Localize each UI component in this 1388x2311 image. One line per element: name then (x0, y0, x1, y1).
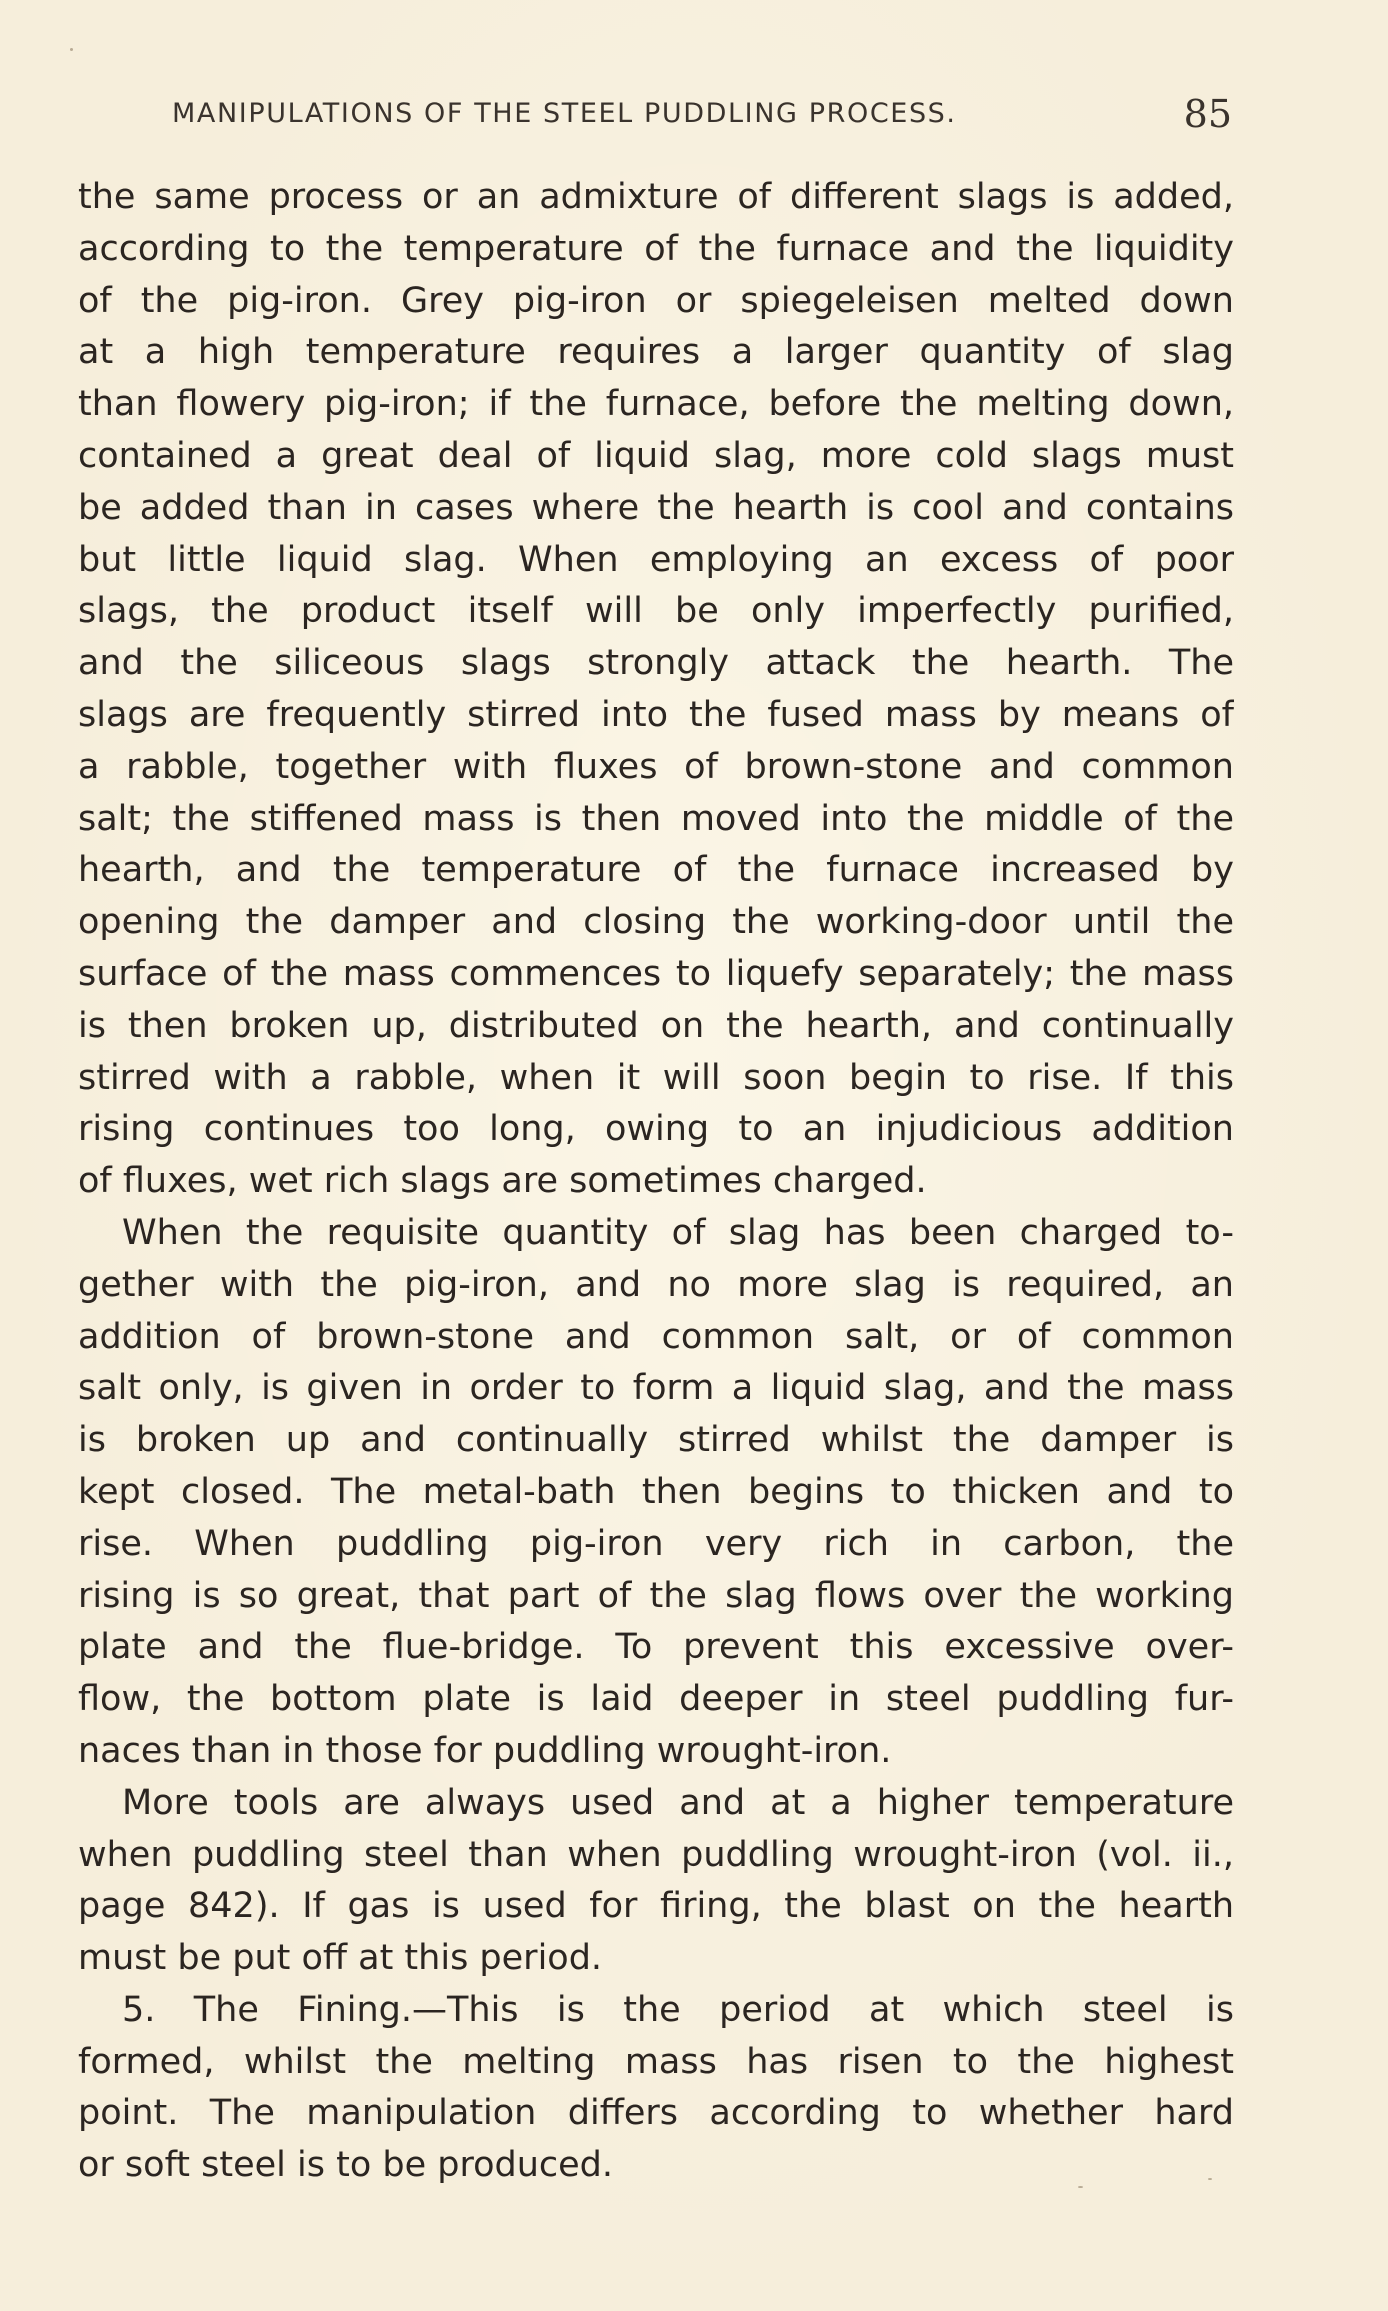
paragraph-1 (78, 172, 1234, 1208)
paragraph-2 (78, 1208, 1234, 1778)
text-line: but little liquid slag. When employing an excess of poor (78, 539, 1234, 580)
text-line: of the pig-iron. Grey pig-iron or spiegeleisen melted down (78, 280, 1234, 321)
text-line: must be put off at this period. (78, 1938, 603, 1979)
text-line: hearth, and the temperature of the furnace increased by (78, 850, 1234, 891)
page-number: 85 (1183, 92, 1232, 136)
text-line: when puddling steel than when puddling wrought-iron (vol. ii., (78, 1834, 1234, 1875)
text-line: rising continues too long, owing to an injudicious addition (78, 1109, 1234, 1150)
text-line: be added than in cases where the hearth is cool and contains (78, 487, 1234, 528)
text-line: according to the temperature of the furnace and the liquidity (78, 228, 1234, 269)
text-line: plate and the flue-bridge. To prevent this excessive over- (78, 1627, 1234, 1668)
text-line: formed, whilst the melting mass has risen to the highest (78, 2041, 1234, 2082)
body-text (78, 172, 1234, 2192)
running-head (172, 92, 1232, 136)
text-line: and the siliceous slags strongly attack the hearth. The (78, 643, 1234, 684)
section-heading-fining: 5. The Fining.—This is the period at which steel is (122, 1989, 1234, 2030)
text-line: of fluxes, wet rich slags are sometimes charged. (78, 1161, 927, 1202)
text-line: contained a great deal of liquid slag, more cold slags must (78, 435, 1234, 476)
text-line: than flowery pig-iron; if the furnace, before the melting down, (78, 384, 1234, 425)
text-line: rising is so great, that part of the slag flows over the working (78, 1575, 1234, 1616)
text-line: or soft steel is to be produced. (78, 2145, 613, 2186)
text-line: rise. When puddling pig-iron very rich in carbon, the (78, 1523, 1234, 1564)
text-line: a rabble, together with fluxes of brown-stone and common (78, 746, 1234, 787)
text-line: slags are frequently stirred into the fused mass by means of (78, 694, 1234, 735)
text-line: is broken up and continually stirred whilst the damper is (78, 1420, 1234, 1461)
text-line: page 842). If gas is used for firing, the blast on the hearth (78, 1886, 1234, 1927)
text-line: kept closed. The metal-bath then begins to thicken and to (78, 1471, 1234, 1512)
running-title: MANIPULATIONS OF THE STEEL PUDDLING PROCESS. (172, 98, 957, 129)
text-line: More tools are always used and at a higher temperature (122, 1782, 1234, 1823)
text-line: the same process or an admixture of different slags is added, (78, 177, 1234, 217)
text-line: stirred with a rabble, when it will soon begin to rise. If this (78, 1057, 1234, 1098)
text-line: point. The manipulation differs according to whether hard (78, 2093, 1234, 2134)
text-line: surface of the mass commences to liquefy separately; the mass (78, 953, 1234, 994)
text-line: salt; the stiffened mass is then moved into the middle of the (78, 798, 1234, 839)
paragraph-4 (78, 1985, 1234, 2192)
text-line: opening the damper and closing the working-door until the (78, 902, 1234, 943)
text-line: addition of brown-stone and common salt, or of common (78, 1316, 1234, 1357)
text-line: When the requisite quantity of slag has been charged to- (122, 1212, 1234, 1253)
text-line: slags, the product itself will be only imperfectly purified, (78, 591, 1234, 632)
paper-speck (70, 48, 73, 51)
paragraph-3 (78, 1778, 1234, 1985)
text-line: naces than in those for puddling wrought-iron. (78, 1730, 892, 1771)
text-line: at a high temperature requires a larger quantity of slag (78, 332, 1234, 373)
text-line: flow, the bottom plate is laid deeper in steel puddling fur- (78, 1679, 1234, 1720)
text-line: gether with the pig-iron, and no more slag is required, an (78, 1264, 1234, 1305)
text-line: is then broken up, distributed on the hearth, and continually (78, 1005, 1234, 1046)
text-line: salt only, is given in order to form a liquid slag, and the mass (78, 1368, 1234, 1409)
